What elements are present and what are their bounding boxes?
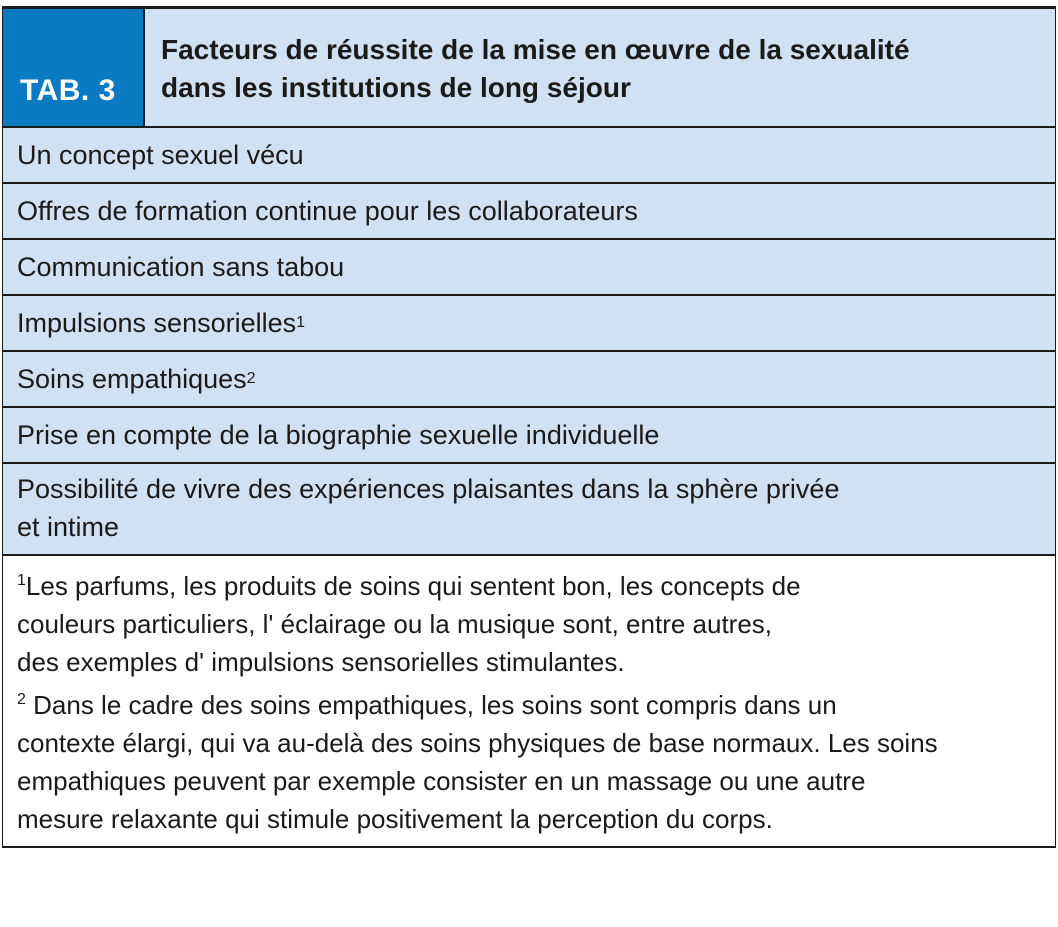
footnote-ref-1: 1 <box>296 314 306 331</box>
row-text: Communication sans tabou <box>17 251 345 282</box>
footnote-ref-2: 2 <box>246 370 256 387</box>
row-text-line-1: Possibilité de vivre des expériences plaisantes dans la sphère privée <box>17 474 840 504</box>
table-row <box>3 240 1055 296</box>
table-title-line-1: Facteurs de réussite de la mise en œuvre de la sexualité <box>161 34 910 65</box>
row-text: Soins empathiques <box>17 363 247 394</box>
table-number-label: TAB. 3 <box>3 9 143 126</box>
footnote-2-line-4: mesure relaxante qui stimule positivement la perception du corps. <box>17 804 773 834</box>
row-text: Impulsions sensorielles <box>17 307 297 338</box>
row-text: Un concept sexuel vécu <box>17 139 304 170</box>
success-factors-table <box>2 6 1056 848</box>
footnote-1-line-1: $^1$Les parfums, les produits de soins qui sentent bon, les concepts de <box>17 571 801 601</box>
table-footnotes <box>3 556 1055 846</box>
row-text: Prise en compte de la biographie sexuelle individuelle <box>17 419 660 450</box>
footnote-marker-2: 2 <box>17 691 26 708</box>
row-text <box>17 470 839 546</box>
table-title-line-2: dans les institutions de long séjour <box>161 72 631 103</box>
footnote-marker-1: 1 <box>17 572 26 589</box>
table-row <box>3 408 1055 464</box>
row-text: Offres de formation continue pour les collaborateurs <box>17 195 638 226</box>
table-row <box>3 352 1055 408</box>
table-row <box>3 296 1055 352</box>
footnote-2-line-1: $^2$ Dans le cadre des soins empathiques, les soins sont compris dans un <box>17 690 837 720</box>
row-text-line-2: et intime <box>17 512 120 542</box>
footnote-1-line-2: couleurs particuliers, l' éclairage ou la musique sont, entre autres, <box>17 609 773 639</box>
footnote-1-line-3: des exemples d' impulsions sensorielles stimulantes. <box>17 647 625 677</box>
table-row <box>3 128 1055 184</box>
table-header <box>3 9 1055 128</box>
table-row <box>3 464 1055 556</box>
footnote-2-line-3: empathiques peuvent par exemple consister en un massage ou une autre <box>17 766 866 796</box>
table-row <box>3 184 1055 240</box>
footnote-2-line-2: contexte élargi, qui va au-delà des soins physiques de base normaux. Les soins <box>17 728 938 758</box>
table-title <box>143 9 1055 126</box>
